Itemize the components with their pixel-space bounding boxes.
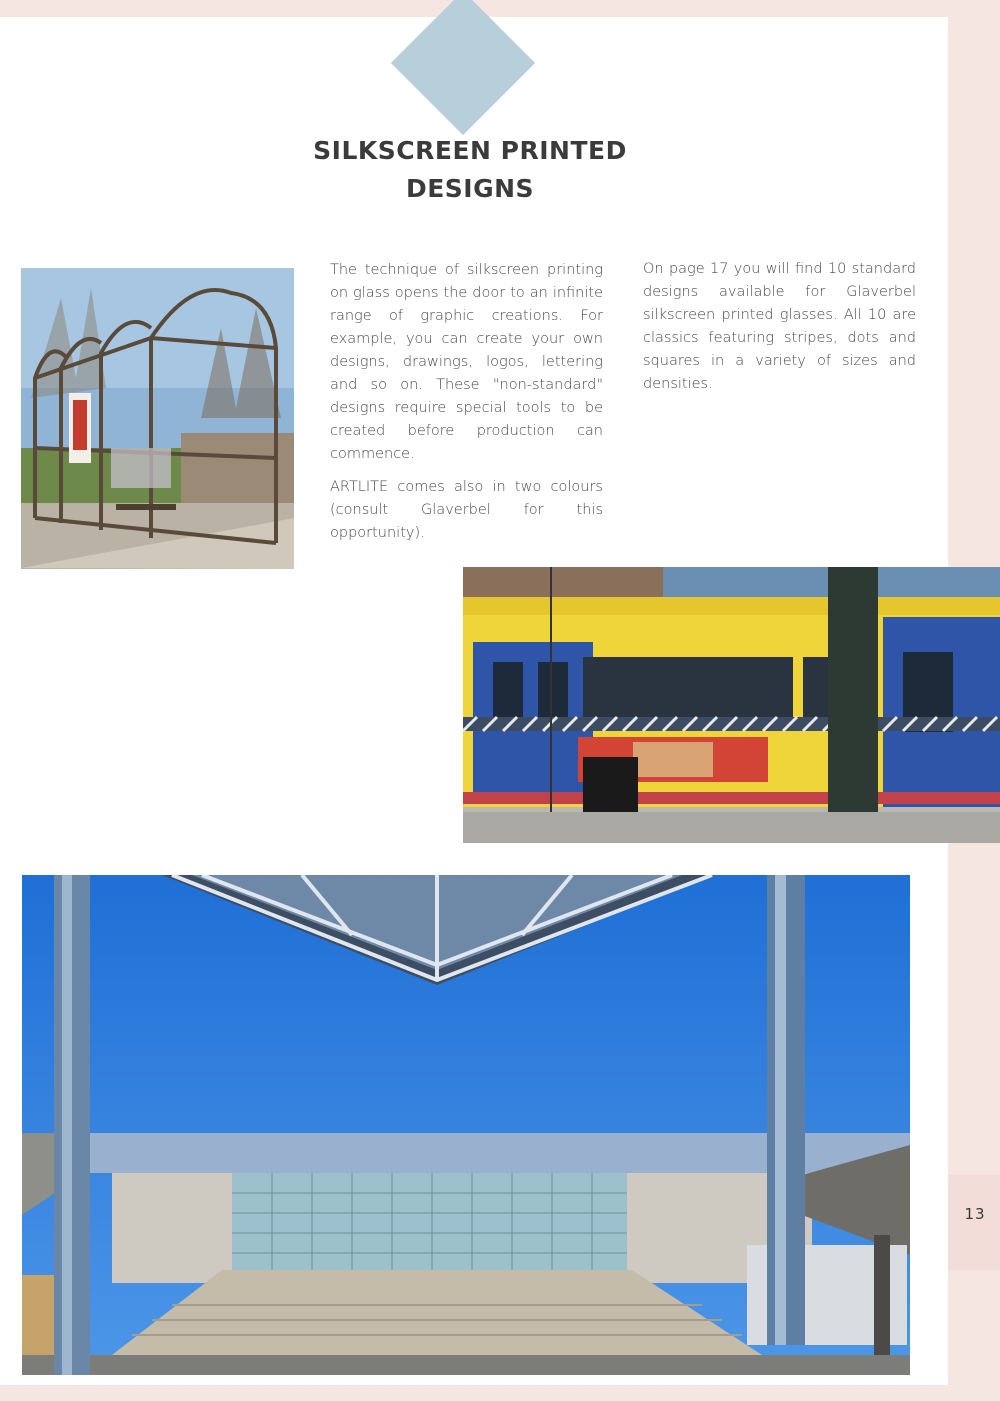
- page-number: 13: [964, 1205, 986, 1223]
- photo-glass-building: [22, 875, 910, 1375]
- paragraph-artlite: ARTLITE comes also in two colours (consult Glaverbel for this opportunity).: [330, 479, 603, 541]
- text-column-right: [643, 258, 916, 406]
- page-title-line-2: DESIGNS: [405, 174, 535, 203]
- paragraph-technique: The technique of silkscreen printing on glass opens the door to an infinite range of graphic creations. For example, you can create your own designs, drawings, logos, lettering and so on. These "non-standard" designs require special tools to be created before production can commence.: [330, 262, 603, 462]
- photo-tram: [463, 567, 1000, 843]
- page-title: [270, 132, 670, 208]
- right-margin-tab: [948, 17, 1000, 225]
- paragraph-standard-designs: On page 17 you will find 10 standard designs available for Glaverbel silkscreen printed glasses. All 10 are classics featuring stripes, dots and squares in a variety of sizes and densities.: [643, 261, 916, 392]
- photo-bus-shelter: [21, 268, 294, 569]
- page-title-line-1: SILKSCREEN PRINTED: [313, 136, 627, 165]
- text-column-left: [330, 259, 603, 555]
